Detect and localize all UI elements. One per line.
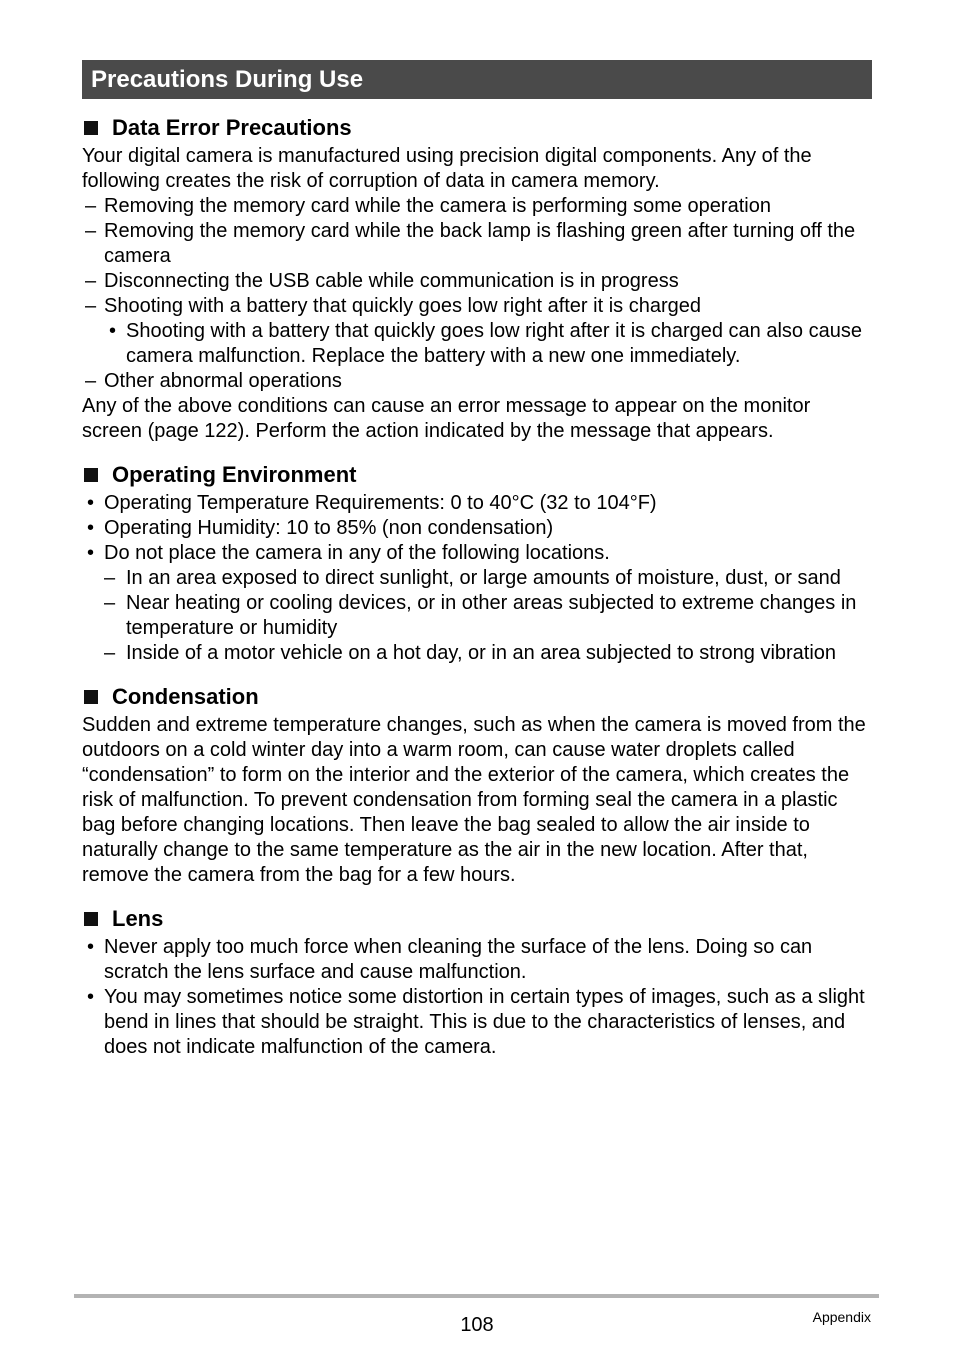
section-heading-environment: Operating Environment — [82, 459, 874, 491]
square-bullet-icon — [84, 690, 98, 704]
list-item: • Operating Temperature Requirements: 0 to 40°C (32 to 104°F) — [82, 491, 874, 516]
list-item: – Disconnecting the USB cable while communication is in progress — [82, 269, 874, 294]
location-item: – In an area exposed to direct sunlight, or large amounts of moisture, dust, or sand — [82, 566, 874, 591]
footer-section-label: Appendix — [812, 1309, 871, 1325]
footer-divider — [74, 1294, 879, 1298]
page-title-banner — [82, 60, 872, 99]
list-item: – Other abnormal operations — [82, 369, 874, 394]
data-error-intro: Your digital camera is manufactured using precision digital components. Any of the following creates the risk of corruption of data in camera memory. — [82, 145, 812, 192]
list-item: – Shooting with a battery that quickly goes low right after it is charged — [82, 294, 874, 319]
data-error-outro: Any of the above conditions can cause an error message to appear on the monitor screen (page 122). Perform the action indicated by the message that appears. — [82, 395, 811, 442]
section-heading-condensation: Condensation — [82, 681, 874, 713]
square-bullet-icon — [84, 121, 98, 135]
location-item: – Near heating or cooling devices, or in other areas subjected to extreme changes in temperature or humidity — [82, 591, 874, 641]
page-number: 108 — [460, 1314, 494, 1336]
condensation-body: Sudden and extreme temperature changes, such as when the camera is moved from the outdoors on a cold winter day into a warm room, can cause water droplets called “condensation” to form on the interior and the exterior of the camera, which creates the risk of malfunction. To prevent condensation from forming seal the camera in a plastic bag before changing locations. Then leave the bag sealed to allow the air inside to naturally change to the same temperature as the air in the new location. After that, remove the camera from the bag for a few hours. — [82, 714, 866, 886]
square-bullet-icon — [84, 912, 98, 926]
list-item: • Do not place the camera in any of the following locations. — [82, 541, 874, 566]
square-bullet-icon — [84, 468, 98, 482]
section-heading-lens: Lens — [82, 903, 874, 935]
page-content — [82, 112, 874, 1060]
section-heading-data-error: Data Error Precautions — [82, 112, 874, 144]
list-item: • You may sometimes notice some distortion in certain types of images, such as a slight bend in lines that should be straight. This is due to the characteristics of lenses, and does not indicate malfunction of the camera. — [82, 985, 874, 1060]
battery-subnote: • Shooting with a battery that quickly goes low right after it is charged can also cause camera malfunction. Replace the battery with a new one immediately. — [82, 319, 874, 369]
list-item: • Operating Humidity: 10 to 85% (non condensation) — [82, 516, 874, 541]
page-title: Precautions During Use — [91, 66, 364, 93]
list-item: – Removing the memory card while the back lamp is flashing green after turning off the camera — [82, 219, 874, 269]
list-item: • Never apply too much force when cleaning the surface of the lens. Doing so can scratch the lens surface and cause malfunction. — [82, 935, 874, 985]
location-item: – Inside of a motor vehicle on a hot day, or in an area subjected to strong vibration — [82, 641, 874, 666]
list-item: – Removing the memory card while the camera is performing some operation — [82, 194, 874, 219]
